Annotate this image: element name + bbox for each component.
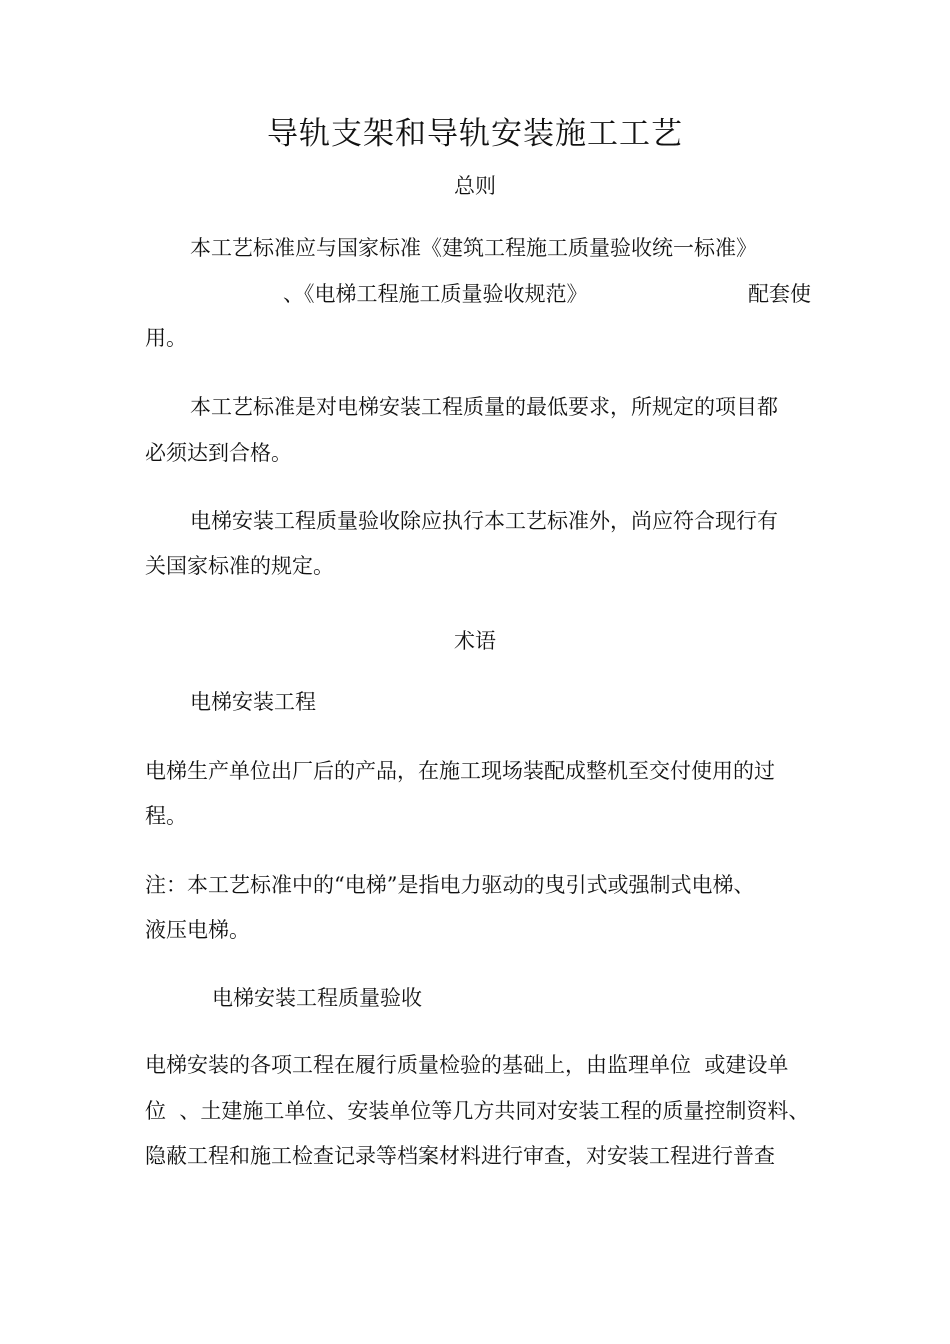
term-2-definition-line-1: 电梯安装的各项工程在履行质量检验的基础上，由监理单位 或建设单 [145, 1053, 789, 1077]
paragraph-1-line-1: 本工艺标准应与国家标准《建筑工程施工质量验收统一标准》 [190, 236, 757, 260]
section-heading-general: 总则 [454, 174, 496, 198]
section-heading-terms: 术语 [454, 629, 496, 653]
paragraph-1-line-2a: 、《电梯工程施工质量验收规范》 [283, 282, 588, 306]
term-2-definition-line-2: 位 、土建施工单位、安装单位等几方共同对安装工程的质量控制资料、 [145, 1099, 810, 1123]
term-1-definition-line-2: 程。 [145, 804, 187, 828]
paragraph-2-line-1: 本工艺标准是对电梯安装工程质量的最低要求，所规定的项目都 [190, 395, 778, 419]
term-2-definition-line-3: 隐蔽工程和施工检查记录等档案材料进行审查，对安装工程进行普查 [145, 1144, 775, 1168]
paragraph-1-line-2b: 配套使 [748, 282, 811, 306]
paragraph-3-line-2: 关国家标准的规定。 [145, 554, 334, 578]
term-2-heading: 电梯安装工程质量验收 [212, 986, 422, 1010]
term-1-definition-line-1: 电梯生产单位出厂后的产品，在施工现场装配成整机至交付使用的过 [145, 759, 775, 783]
note-line-1: 注：本工艺标准中的“电梯”是指电力驱动的曳引式或强制式电梯、 [145, 873, 755, 897]
paragraph-1-line-3: 用。 [145, 326, 187, 350]
paragraph-3-line-1: 电梯安装工程质量验收除应执行本工艺标准外，尚应符合现行有 [190, 509, 778, 533]
note-line-2: 液压电梯。 [145, 918, 250, 942]
paragraph-2-line-2: 必须达到合格。 [145, 441, 292, 465]
document-title: 导轨支架和导轨安装施工工艺 [267, 116, 683, 152]
term-1-heading: 电梯安装工程 [190, 690, 316, 714]
